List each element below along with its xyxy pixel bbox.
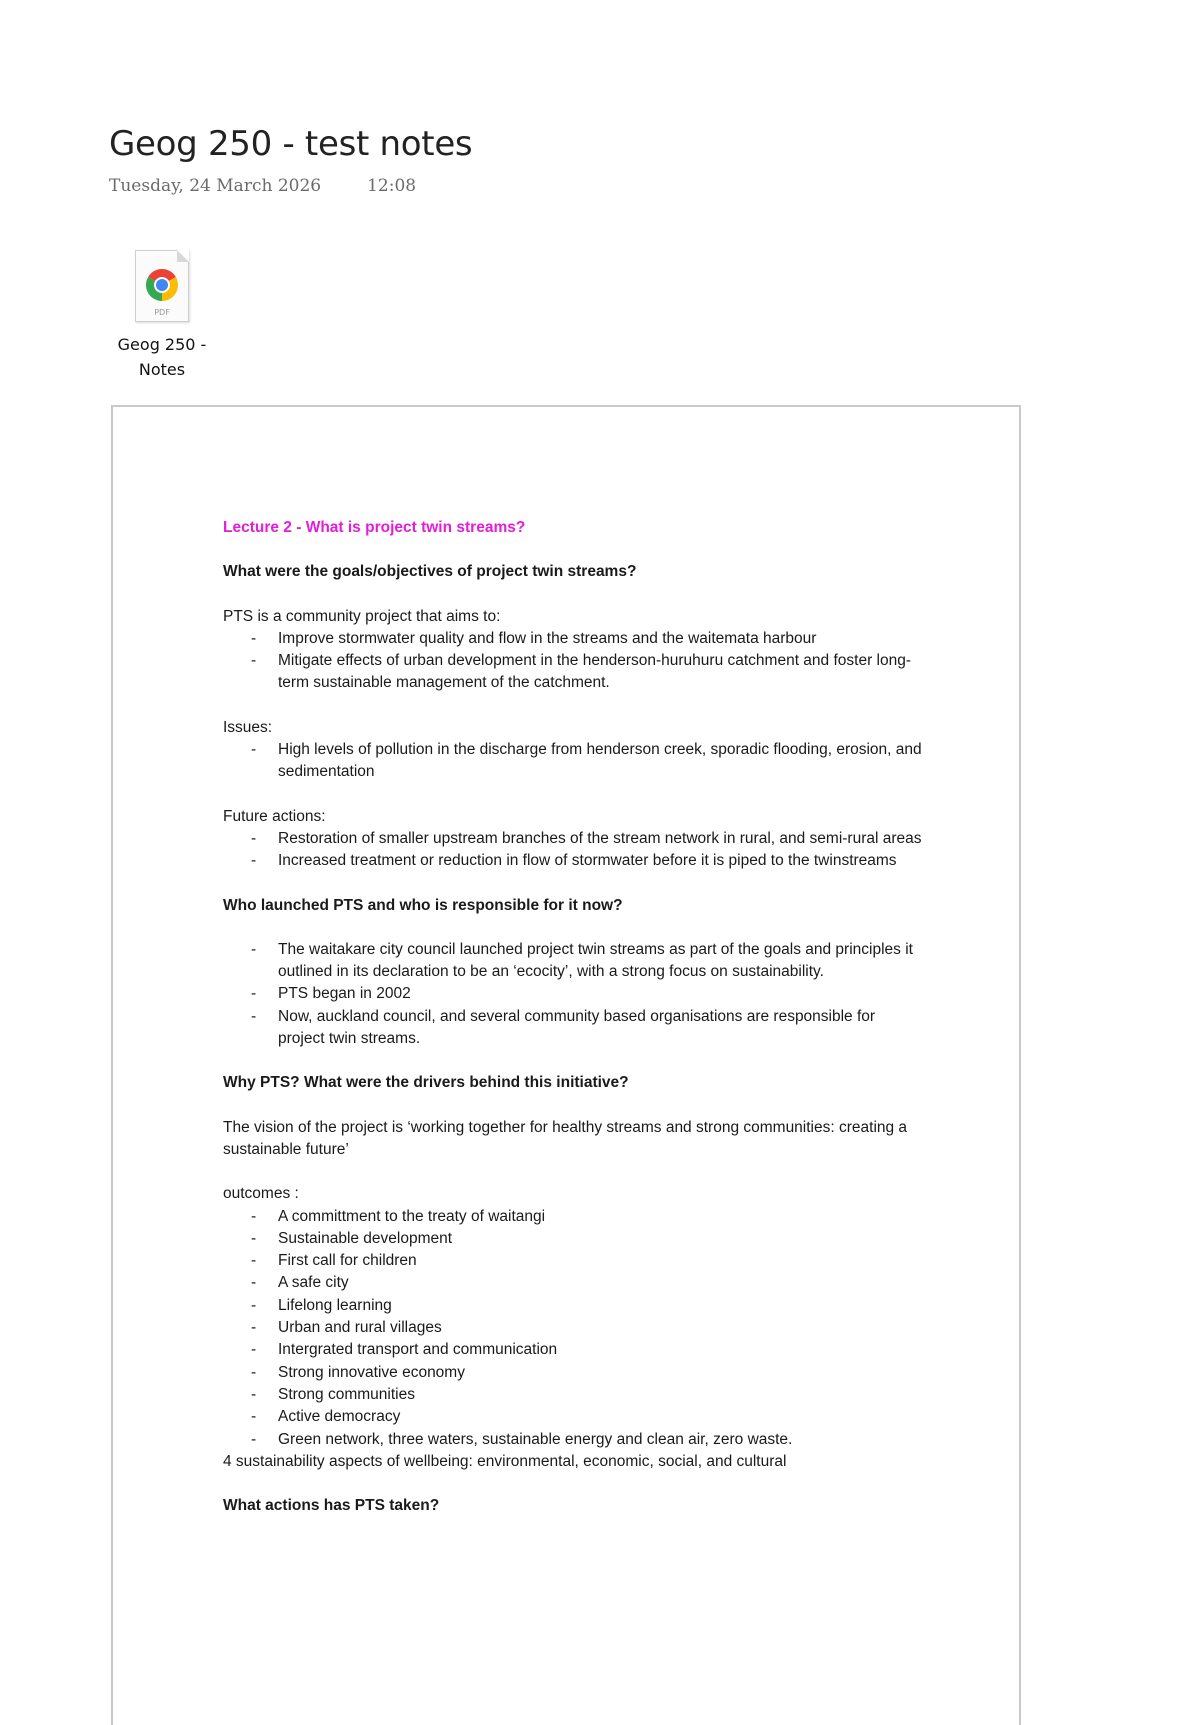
- document-body: [223, 517, 923, 1539]
- list-item: - Urban and rural villages: [223, 1317, 923, 1339]
- pdf-file-icon[interactable]: [135, 250, 189, 322]
- lecture-heading: Lecture 2 - What is project twin streams?: [223, 519, 526, 536]
- attachment-name[interactable]: Geog 250 - Notes: [117, 335, 207, 379]
- list-item: - Improve stormwater quality and flow in the streams and the waitemata harbour: [223, 628, 923, 650]
- bullet-list: [223, 739, 923, 784]
- list-item: - A committment to the treaty of waitangi: [223, 1206, 923, 1228]
- chrome-icon: [144, 267, 180, 303]
- section-question: What were the goals/objectives of project twin streams?: [223, 563, 637, 581]
- list-item: - PTS began in 2002: [223, 983, 923, 1005]
- list-item: - Lifelong learning: [223, 1295, 923, 1317]
- page-title[interactable]: Geog 250 - test notes: [109, 124, 473, 164]
- paragraph: Future actions:: [223, 807, 326, 825]
- pdf-badge: PDF: [154, 308, 170, 317]
- list-item: - High levels of pollution in the discharge from henderson creek, sporadic flooding, erosion, and sedimentation: [223, 739, 923, 784]
- note-date: Tuesday, 24 March 2026: [109, 176, 322, 196]
- bullet-list: [223, 939, 923, 1050]
- list-item: - Now, auckland council, and several community based organisations are responsible for project twin streams.: [223, 1006, 923, 1051]
- note-time: 12:08: [367, 176, 417, 196]
- bullet-list: [223, 1206, 923, 1451]
- pdf-printout: [111, 405, 1021, 1725]
- list-item: - Strong communities: [223, 1384, 923, 1406]
- section-question: Why PTS? What were the drivers behind this initiative?: [223, 1074, 629, 1092]
- bullet-list: [223, 628, 923, 695]
- page-fold: [177, 250, 189, 262]
- paragraph: PTS is a community project that aims to:: [223, 607, 501, 625]
- list-item: - First call for children: [223, 1250, 923, 1272]
- paragraph: Issues:: [223, 718, 273, 736]
- list-item: - Strong innovative economy: [223, 1362, 923, 1384]
- list-item: - Active democracy: [223, 1406, 923, 1428]
- list-item: - Green network, three waters, sustainable energy and clean air, zero waste.: [223, 1429, 923, 1451]
- bullet-list: [223, 828, 923, 873]
- list-item: - Sustainable development: [223, 1228, 923, 1250]
- paragraph: 4 sustainability aspects of wellbeing: environmental, economic, social, and cultural: [223, 1452, 787, 1470]
- section-question: Who launched PTS and who is responsible for it now?: [223, 896, 623, 914]
- list-item: - A safe city: [223, 1272, 923, 1294]
- list-item: - Mitigate effects of urban development in the henderson-huruhuru catchment and foster long-term sustainable management of the catchment.: [223, 650, 923, 695]
- section-question: What actions has PTS taken?: [223, 1497, 440, 1515]
- paragraph: outcomes :: [223, 1185, 299, 1203]
- pdf-attachment[interactable]: [110, 250, 214, 382]
- list-item: - The waitakare city council launched project twin streams as part of the goals and principles it outlined in its declaration to be an ‘ecocity’, with a strong focus on sustainability.: [223, 939, 923, 984]
- paragraph: The vision of the project is ‘working together for healthy streams and strong communities: creating a sustainable future’: [223, 1118, 908, 1158]
- list-item: - Restoration of smaller upstream branches of the stream network in rural, and semi-rural areas: [223, 828, 923, 850]
- note-timestamp: [109, 176, 416, 196]
- list-item: - Intergrated transport and communication: [223, 1339, 923, 1361]
- list-item: - Increased treatment or reduction in flow of stormwater before it is piped to the twinstreams: [223, 850, 923, 872]
